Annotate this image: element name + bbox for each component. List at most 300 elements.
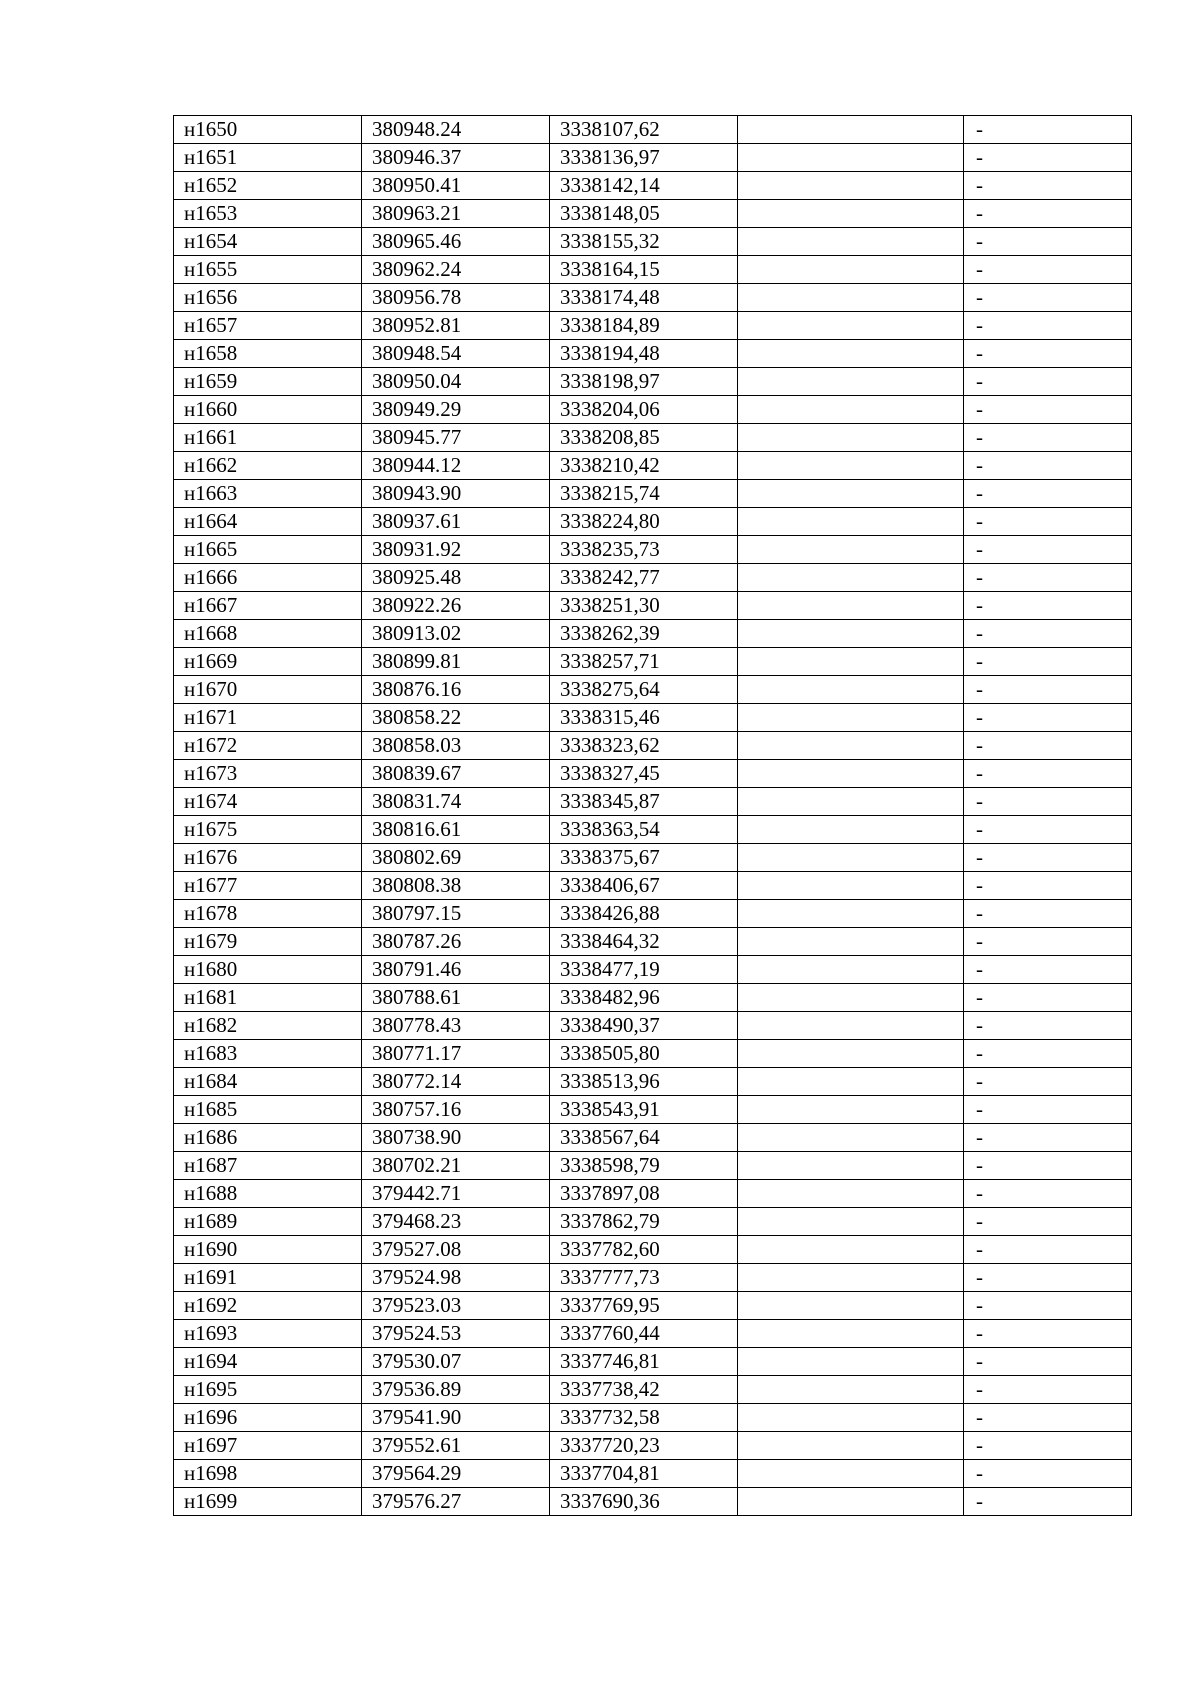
empty-cell [738, 928, 964, 956]
table-row [174, 1096, 1132, 1124]
y-coordinate-cell: 3338543,91 [550, 1096, 738, 1124]
y-coordinate-cell: 3337704,81 [550, 1460, 738, 1488]
dash-cell: - [964, 340, 1132, 368]
y-coordinate-cell: 3337862,79 [550, 1208, 738, 1236]
empty-cell [738, 1292, 964, 1320]
empty-cell [738, 200, 964, 228]
dash-cell: - [964, 1264, 1132, 1292]
point-id-cell: н1664 [174, 508, 362, 536]
point-id-cell: н1652 [174, 172, 362, 200]
x-coordinate-cell: 380950.04 [362, 368, 550, 396]
y-coordinate-cell: 3338242,77 [550, 564, 738, 592]
y-coordinate-cell: 3337769,95 [550, 1292, 738, 1320]
table-row [174, 1124, 1132, 1152]
table-row [174, 956, 1132, 984]
empty-cell [738, 1068, 964, 1096]
x-coordinate-cell: 380787.26 [362, 928, 550, 956]
point-id-cell: н1659 [174, 368, 362, 396]
y-coordinate-cell: 3338567,64 [550, 1124, 738, 1152]
x-coordinate-cell: 380839.67 [362, 760, 550, 788]
point-id-cell: н1655 [174, 256, 362, 284]
table-row [174, 760, 1132, 788]
table-row [174, 536, 1132, 564]
empty-cell [738, 172, 964, 200]
point-id-cell: н1674 [174, 788, 362, 816]
table-row [174, 788, 1132, 816]
table-row [174, 1068, 1132, 1096]
point-id-cell: н1682 [174, 1012, 362, 1040]
empty-cell [738, 508, 964, 536]
table-row [174, 1180, 1132, 1208]
y-coordinate-cell: 3338174,48 [550, 284, 738, 312]
dash-cell: - [964, 480, 1132, 508]
table-row [174, 368, 1132, 396]
y-coordinate-cell: 3338215,74 [550, 480, 738, 508]
y-coordinate-cell: 3338136,97 [550, 144, 738, 172]
x-coordinate-cell: 380963.21 [362, 200, 550, 228]
point-id-cell: н1672 [174, 732, 362, 760]
point-id-cell: н1653 [174, 200, 362, 228]
x-coordinate-cell: 380797.15 [362, 900, 550, 928]
table-row [174, 172, 1132, 200]
table-row [174, 312, 1132, 340]
x-coordinate-cell: 379523.03 [362, 1292, 550, 1320]
dash-cell: - [964, 1124, 1132, 1152]
y-coordinate-cell: 3338210,42 [550, 452, 738, 480]
x-coordinate-cell: 379530.07 [362, 1348, 550, 1376]
y-coordinate-cell: 3338375,67 [550, 844, 738, 872]
point-id-cell: н1661 [174, 424, 362, 452]
dash-cell: - [964, 116, 1132, 144]
table-row [174, 732, 1132, 760]
y-coordinate-cell: 3338204,06 [550, 396, 738, 424]
dash-cell: - [964, 620, 1132, 648]
point-id-cell: н1671 [174, 704, 362, 732]
x-coordinate-cell: 379564.29 [362, 1460, 550, 1488]
y-coordinate-cell: 3338426,88 [550, 900, 738, 928]
empty-cell [738, 676, 964, 704]
x-coordinate-cell: 380876.16 [362, 676, 550, 704]
empty-cell [738, 1096, 964, 1124]
empty-cell [738, 1348, 964, 1376]
point-id-cell: н1660 [174, 396, 362, 424]
empty-cell [738, 144, 964, 172]
point-id-cell: н1688 [174, 1180, 362, 1208]
y-coordinate-cell: 3337690,36 [550, 1488, 738, 1516]
empty-cell [738, 984, 964, 1012]
table-row [174, 452, 1132, 480]
table-row [174, 620, 1132, 648]
x-coordinate-cell: 380738.90 [362, 1124, 550, 1152]
empty-cell [738, 452, 964, 480]
point-id-cell: н1696 [174, 1404, 362, 1432]
empty-cell [738, 116, 964, 144]
empty-cell [738, 1236, 964, 1264]
point-id-cell: н1676 [174, 844, 362, 872]
y-coordinate-cell: 3338406,67 [550, 872, 738, 900]
empty-cell [738, 256, 964, 284]
table-row [174, 396, 1132, 424]
y-coordinate-cell: 3337897,08 [550, 1180, 738, 1208]
empty-cell [738, 900, 964, 928]
y-coordinate-cell: 3338224,80 [550, 508, 738, 536]
point-id-cell: н1668 [174, 620, 362, 648]
table-row [174, 676, 1132, 704]
table-row [174, 592, 1132, 620]
point-id-cell: н1691 [174, 1264, 362, 1292]
dash-cell: - [964, 424, 1132, 452]
y-coordinate-cell: 3338490,37 [550, 1012, 738, 1040]
empty-cell [738, 424, 964, 452]
y-coordinate-cell: 3338513,96 [550, 1068, 738, 1096]
point-id-cell: н1673 [174, 760, 362, 788]
empty-cell [738, 1264, 964, 1292]
table-row [174, 1292, 1132, 1320]
table-row [174, 704, 1132, 732]
dash-cell: - [964, 1236, 1132, 1264]
dash-cell: - [964, 732, 1132, 760]
x-coordinate-cell: 380925.48 [362, 564, 550, 592]
point-id-cell: н1698 [174, 1460, 362, 1488]
x-coordinate-cell: 380808.38 [362, 872, 550, 900]
table-row [174, 1208, 1132, 1236]
y-coordinate-cell: 3337732,58 [550, 1404, 738, 1432]
point-id-cell: н1670 [174, 676, 362, 704]
table-row [174, 564, 1132, 592]
point-id-cell: н1692 [174, 1292, 362, 1320]
y-coordinate-cell: 3338464,32 [550, 928, 738, 956]
y-coordinate-cell: 3338598,79 [550, 1152, 738, 1180]
y-coordinate-cell: 3337738,42 [550, 1376, 738, 1404]
empty-cell [738, 1432, 964, 1460]
point-id-cell: н1681 [174, 984, 362, 1012]
x-coordinate-cell: 380949.29 [362, 396, 550, 424]
empty-cell [738, 760, 964, 788]
empty-cell [738, 956, 964, 984]
point-id-cell: н1663 [174, 480, 362, 508]
dash-cell: - [964, 1432, 1132, 1460]
table-row [174, 340, 1132, 368]
point-id-cell: н1694 [174, 1348, 362, 1376]
point-id-cell: н1699 [174, 1488, 362, 1516]
table-row [174, 1236, 1132, 1264]
x-coordinate-cell: 380946.37 [362, 144, 550, 172]
table-row [174, 844, 1132, 872]
x-coordinate-cell: 380937.61 [362, 508, 550, 536]
dash-cell: - [964, 1152, 1132, 1180]
table-row [174, 1488, 1132, 1516]
dash-cell: - [964, 508, 1132, 536]
empty-cell [738, 312, 964, 340]
dash-cell: - [964, 704, 1132, 732]
table-row [174, 200, 1132, 228]
empty-cell [738, 1012, 964, 1040]
x-coordinate-cell: 380952.81 [362, 312, 550, 340]
table-row [174, 116, 1132, 144]
point-id-cell: н1679 [174, 928, 362, 956]
x-coordinate-cell: 379536.89 [362, 1376, 550, 1404]
empty-cell [738, 1376, 964, 1404]
table-row [174, 928, 1132, 956]
x-coordinate-cell: 380948.24 [362, 116, 550, 144]
table-row [174, 228, 1132, 256]
x-coordinate-cell: 380858.22 [362, 704, 550, 732]
dash-cell: - [964, 1292, 1132, 1320]
y-coordinate-cell: 3338345,87 [550, 788, 738, 816]
table-row [174, 1152, 1132, 1180]
y-coordinate-cell: 3338198,97 [550, 368, 738, 396]
dash-cell: - [964, 256, 1132, 284]
empty-cell [738, 788, 964, 816]
point-id-cell: н1675 [174, 816, 362, 844]
point-id-cell: н1650 [174, 116, 362, 144]
point-id-cell: н1695 [174, 1376, 362, 1404]
y-coordinate-cell: 3338107,62 [550, 116, 738, 144]
y-coordinate-cell: 3338235,73 [550, 536, 738, 564]
table-row [174, 872, 1132, 900]
point-id-cell: н1665 [174, 536, 362, 564]
x-coordinate-cell: 379442.71 [362, 1180, 550, 1208]
table-row [174, 1264, 1132, 1292]
dash-cell: - [964, 1460, 1132, 1488]
table-row [174, 256, 1132, 284]
dash-cell: - [964, 284, 1132, 312]
empty-cell [738, 396, 964, 424]
point-id-cell: н1667 [174, 592, 362, 620]
dash-cell: - [964, 788, 1132, 816]
dash-cell: - [964, 592, 1132, 620]
table-row [174, 1460, 1132, 1488]
y-coordinate-cell: 3338142,14 [550, 172, 738, 200]
x-coordinate-cell: 380948.54 [362, 340, 550, 368]
dash-cell: - [964, 144, 1132, 172]
y-coordinate-cell: 3338323,62 [550, 732, 738, 760]
empty-cell [738, 284, 964, 312]
x-coordinate-cell: 380899.81 [362, 648, 550, 676]
x-coordinate-cell: 380962.24 [362, 256, 550, 284]
table-row [174, 1376, 1132, 1404]
point-id-cell: н1669 [174, 648, 362, 676]
dash-cell: - [964, 1404, 1132, 1432]
x-coordinate-cell: 380922.26 [362, 592, 550, 620]
point-id-cell: н1656 [174, 284, 362, 312]
empty-cell [738, 620, 964, 648]
x-coordinate-cell: 380788.61 [362, 984, 550, 1012]
empty-cell [738, 816, 964, 844]
x-coordinate-cell: 380965.46 [362, 228, 550, 256]
y-coordinate-cell: 3338482,96 [550, 984, 738, 1012]
point-id-cell: н1678 [174, 900, 362, 928]
y-coordinate-cell: 3338477,19 [550, 956, 738, 984]
dash-cell: - [964, 928, 1132, 956]
y-coordinate-cell: 3337720,23 [550, 1432, 738, 1460]
table-row [174, 1040, 1132, 1068]
y-coordinate-cell: 3338262,39 [550, 620, 738, 648]
x-coordinate-cell: 380771.17 [362, 1040, 550, 1068]
x-coordinate-cell: 380858.03 [362, 732, 550, 760]
table-row [174, 648, 1132, 676]
x-coordinate-cell: 380757.16 [362, 1096, 550, 1124]
x-coordinate-cell: 379552.61 [362, 1432, 550, 1460]
x-coordinate-cell: 380702.21 [362, 1152, 550, 1180]
empty-cell [738, 844, 964, 872]
dash-cell: - [964, 1320, 1132, 1348]
empty-cell [738, 1124, 964, 1152]
dash-cell: - [964, 844, 1132, 872]
dash-cell: - [964, 396, 1132, 424]
dash-cell: - [964, 648, 1132, 676]
dash-cell: - [964, 452, 1132, 480]
table-row [174, 424, 1132, 452]
dash-cell: - [964, 564, 1132, 592]
table-row [174, 1404, 1132, 1432]
dash-cell: - [964, 676, 1132, 704]
empty-cell [738, 704, 964, 732]
dash-cell: - [964, 900, 1132, 928]
dash-cell: - [964, 1180, 1132, 1208]
empty-cell [738, 732, 964, 760]
table-row [174, 1348, 1132, 1376]
empty-cell [738, 228, 964, 256]
table-row [174, 1320, 1132, 1348]
y-coordinate-cell: 3338184,89 [550, 312, 738, 340]
table-row [174, 144, 1132, 172]
y-coordinate-cell: 3338251,30 [550, 592, 738, 620]
y-coordinate-cell: 3337782,60 [550, 1236, 738, 1264]
dash-cell: - [964, 872, 1132, 900]
table-row [174, 480, 1132, 508]
x-coordinate-cell: 380943.90 [362, 480, 550, 508]
point-id-cell: н1686 [174, 1124, 362, 1152]
table-row [174, 1432, 1132, 1460]
point-id-cell: н1651 [174, 144, 362, 172]
point-id-cell: н1658 [174, 340, 362, 368]
dash-cell: - [964, 956, 1132, 984]
dash-cell: - [964, 1488, 1132, 1516]
x-coordinate-cell: 379527.08 [362, 1236, 550, 1264]
x-coordinate-cell: 379468.23 [362, 1208, 550, 1236]
dash-cell: - [964, 1040, 1132, 1068]
empty-cell [738, 1488, 964, 1516]
empty-cell [738, 1180, 964, 1208]
empty-cell [738, 536, 964, 564]
y-coordinate-cell: 3338363,54 [550, 816, 738, 844]
point-id-cell: н1689 [174, 1208, 362, 1236]
point-id-cell: н1654 [174, 228, 362, 256]
y-coordinate-cell: 3337760,44 [550, 1320, 738, 1348]
y-coordinate-cell: 3338155,32 [550, 228, 738, 256]
y-coordinate-cell: 3338327,45 [550, 760, 738, 788]
point-id-cell: н1684 [174, 1068, 362, 1096]
coordinates-table [173, 115, 1132, 1516]
point-id-cell: н1687 [174, 1152, 362, 1180]
table-row [174, 900, 1132, 928]
y-coordinate-cell: 3338208,85 [550, 424, 738, 452]
x-coordinate-cell: 380791.46 [362, 956, 550, 984]
point-id-cell: н1666 [174, 564, 362, 592]
x-coordinate-cell: 380816.61 [362, 816, 550, 844]
x-coordinate-cell: 379524.53 [362, 1320, 550, 1348]
empty-cell [738, 592, 964, 620]
point-id-cell: н1657 [174, 312, 362, 340]
dash-cell: - [964, 536, 1132, 564]
dash-cell: - [964, 228, 1132, 256]
x-coordinate-cell: 380831.74 [362, 788, 550, 816]
point-id-cell: н1697 [174, 1432, 362, 1460]
x-coordinate-cell: 380802.69 [362, 844, 550, 872]
y-coordinate-cell: 3338505,80 [550, 1040, 738, 1068]
dash-cell: - [964, 984, 1132, 1012]
y-coordinate-cell: 3338164,15 [550, 256, 738, 284]
table-row [174, 984, 1132, 1012]
dash-cell: - [964, 368, 1132, 396]
empty-cell [738, 1320, 964, 1348]
dash-cell: - [964, 1208, 1132, 1236]
x-coordinate-cell: 380944.12 [362, 452, 550, 480]
empty-cell [738, 1460, 964, 1488]
empty-cell [738, 1208, 964, 1236]
table-row [174, 816, 1132, 844]
y-coordinate-cell: 3338194,48 [550, 340, 738, 368]
empty-cell [738, 368, 964, 396]
point-id-cell: н1683 [174, 1040, 362, 1068]
y-coordinate-cell: 3338315,46 [550, 704, 738, 732]
empty-cell [738, 480, 964, 508]
point-id-cell: н1680 [174, 956, 362, 984]
empty-cell [738, 1152, 964, 1180]
x-coordinate-cell: 380931.92 [362, 536, 550, 564]
point-id-cell: н1662 [174, 452, 362, 480]
empty-cell [738, 872, 964, 900]
point-id-cell: н1693 [174, 1320, 362, 1348]
table-row [174, 284, 1132, 312]
dash-cell: - [964, 816, 1132, 844]
y-coordinate-cell: 3338148,05 [550, 200, 738, 228]
empty-cell [738, 1040, 964, 1068]
y-coordinate-cell: 3338257,71 [550, 648, 738, 676]
x-coordinate-cell: 380950.41 [362, 172, 550, 200]
dash-cell: - [964, 312, 1132, 340]
x-coordinate-cell: 379576.27 [362, 1488, 550, 1516]
empty-cell [738, 564, 964, 592]
x-coordinate-cell: 380772.14 [362, 1068, 550, 1096]
x-coordinate-cell: 380945.77 [362, 424, 550, 452]
dash-cell: - [964, 1068, 1132, 1096]
table-row [174, 508, 1132, 536]
point-id-cell: н1685 [174, 1096, 362, 1124]
empty-cell [738, 648, 964, 676]
empty-cell [738, 1404, 964, 1432]
y-coordinate-cell: 3337777,73 [550, 1264, 738, 1292]
x-coordinate-cell: 380913.02 [362, 620, 550, 648]
dash-cell: - [964, 1096, 1132, 1124]
dash-cell: - [964, 172, 1132, 200]
y-coordinate-cell: 3338275,64 [550, 676, 738, 704]
dash-cell: - [964, 200, 1132, 228]
point-id-cell: н1690 [174, 1236, 362, 1264]
dash-cell: - [964, 760, 1132, 788]
dash-cell: - [964, 1376, 1132, 1404]
x-coordinate-cell: 379541.90 [362, 1404, 550, 1432]
y-coordinate-cell: 3337746,81 [550, 1348, 738, 1376]
dash-cell: - [964, 1348, 1132, 1376]
x-coordinate-cell: 380956.78 [362, 284, 550, 312]
dash-cell: - [964, 1012, 1132, 1040]
coordinates-table-body [174, 116, 1132, 1516]
x-coordinate-cell: 379524.98 [362, 1264, 550, 1292]
empty-cell [738, 340, 964, 368]
point-id-cell: н1677 [174, 872, 362, 900]
